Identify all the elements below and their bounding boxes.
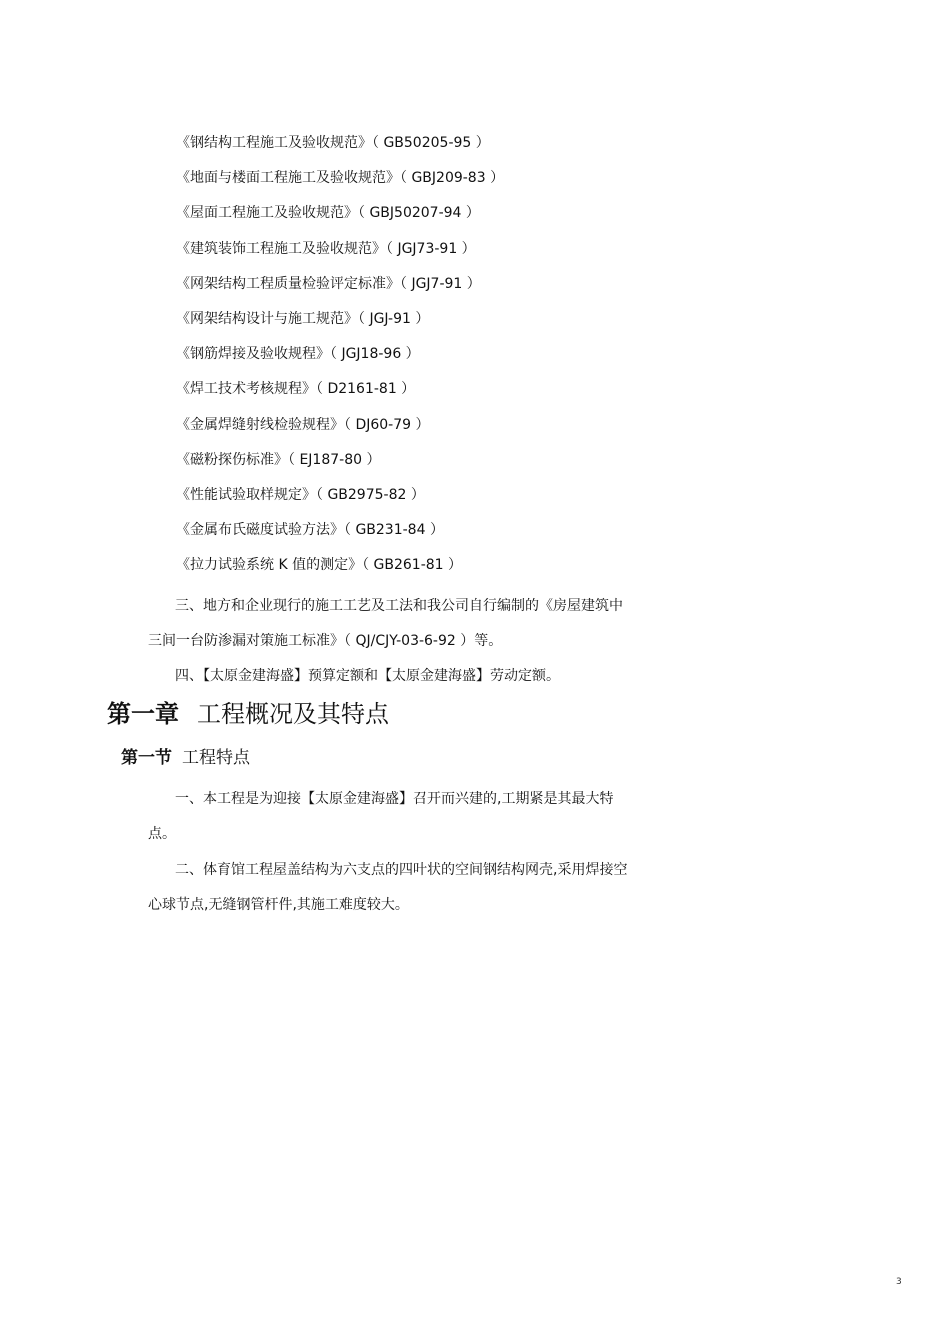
paragraph-quota: 四、【太原金建海盛】预算定额和【太原金建海盛】劳动定额。	[175, 668, 560, 684]
paragraph-feature-one: 一、本工程是为迎接【太原金建海盛】召开而兴建的,工期紧是其最大特点。	[148, 791, 614, 843]
standard-item: 《建筑装饰工程施工及验收规范》（ JGJ73-91 ）	[176, 240, 476, 257]
standard-item: 《屋面工程施工及验收规范》（ GBJ50207-94 ）	[176, 205, 480, 222]
section-title: 工程特点	[182, 748, 250, 768]
standards-list	[176, 132, 504, 589]
paragraph-local-standards: 三、地方和企业现行的施工工艺及工法和我公司自行编制的《房屋建筑中三间一台防渗漏对策施工标准》（ QJ/CJY-03-6-92 ）等。	[148, 598, 623, 650]
standard-item: 《钢筋焊接及验收规程》（ JGJ18-96 ）	[176, 346, 420, 363]
standard-item: 《金属布氏磁度试验方法》（ GB231-84 ）	[176, 522, 444, 539]
standard-item: 《磁粉探伤标准》（ EJ187-80 ）	[176, 451, 381, 468]
section-number: 第一节	[121, 748, 172, 768]
chapter-heading	[107, 698, 389, 730]
page-number: 3	[896, 1277, 902, 1287]
chapter-title: 工程概况及其特点	[197, 700, 389, 728]
standard-item: 《钢结构工程施工及验收规范》（ GB50205-95 ）	[176, 135, 490, 151]
standard-item: 《网架结构设计与施工规范》（ JGJ-91 ）	[176, 310, 430, 327]
standard-item: 《拉力试验系统 K 值的测定》（ GB261-81 ）	[176, 557, 463, 574]
standard-item: 《性能试验取样规定》（ GB2975-82 ）	[176, 486, 425, 503]
paragraph-feature-two: 二、体育馆工程屋盖结构为六支点的四叶状的空间钢结构网壳,采用焊接空心球节点,无缝钢管杆件,其施工难度较大。	[148, 862, 628, 914]
section-heading	[121, 745, 250, 771]
chapter-number: 第一章	[107, 700, 179, 728]
standard-item: 《网架结构工程质量检验评定标准》（ JGJ7-91 ）	[176, 275, 481, 292]
standard-item: 《焊工技术考核规程》（ D2161-81 ）	[176, 381, 416, 398]
standard-item: 《金属焊缝射线检验规程》（ DJ60-79 ）	[176, 416, 430, 433]
standard-item: 《地面与楼面工程施工及验收规范》（ GBJ209-83 ）	[176, 170, 505, 187]
